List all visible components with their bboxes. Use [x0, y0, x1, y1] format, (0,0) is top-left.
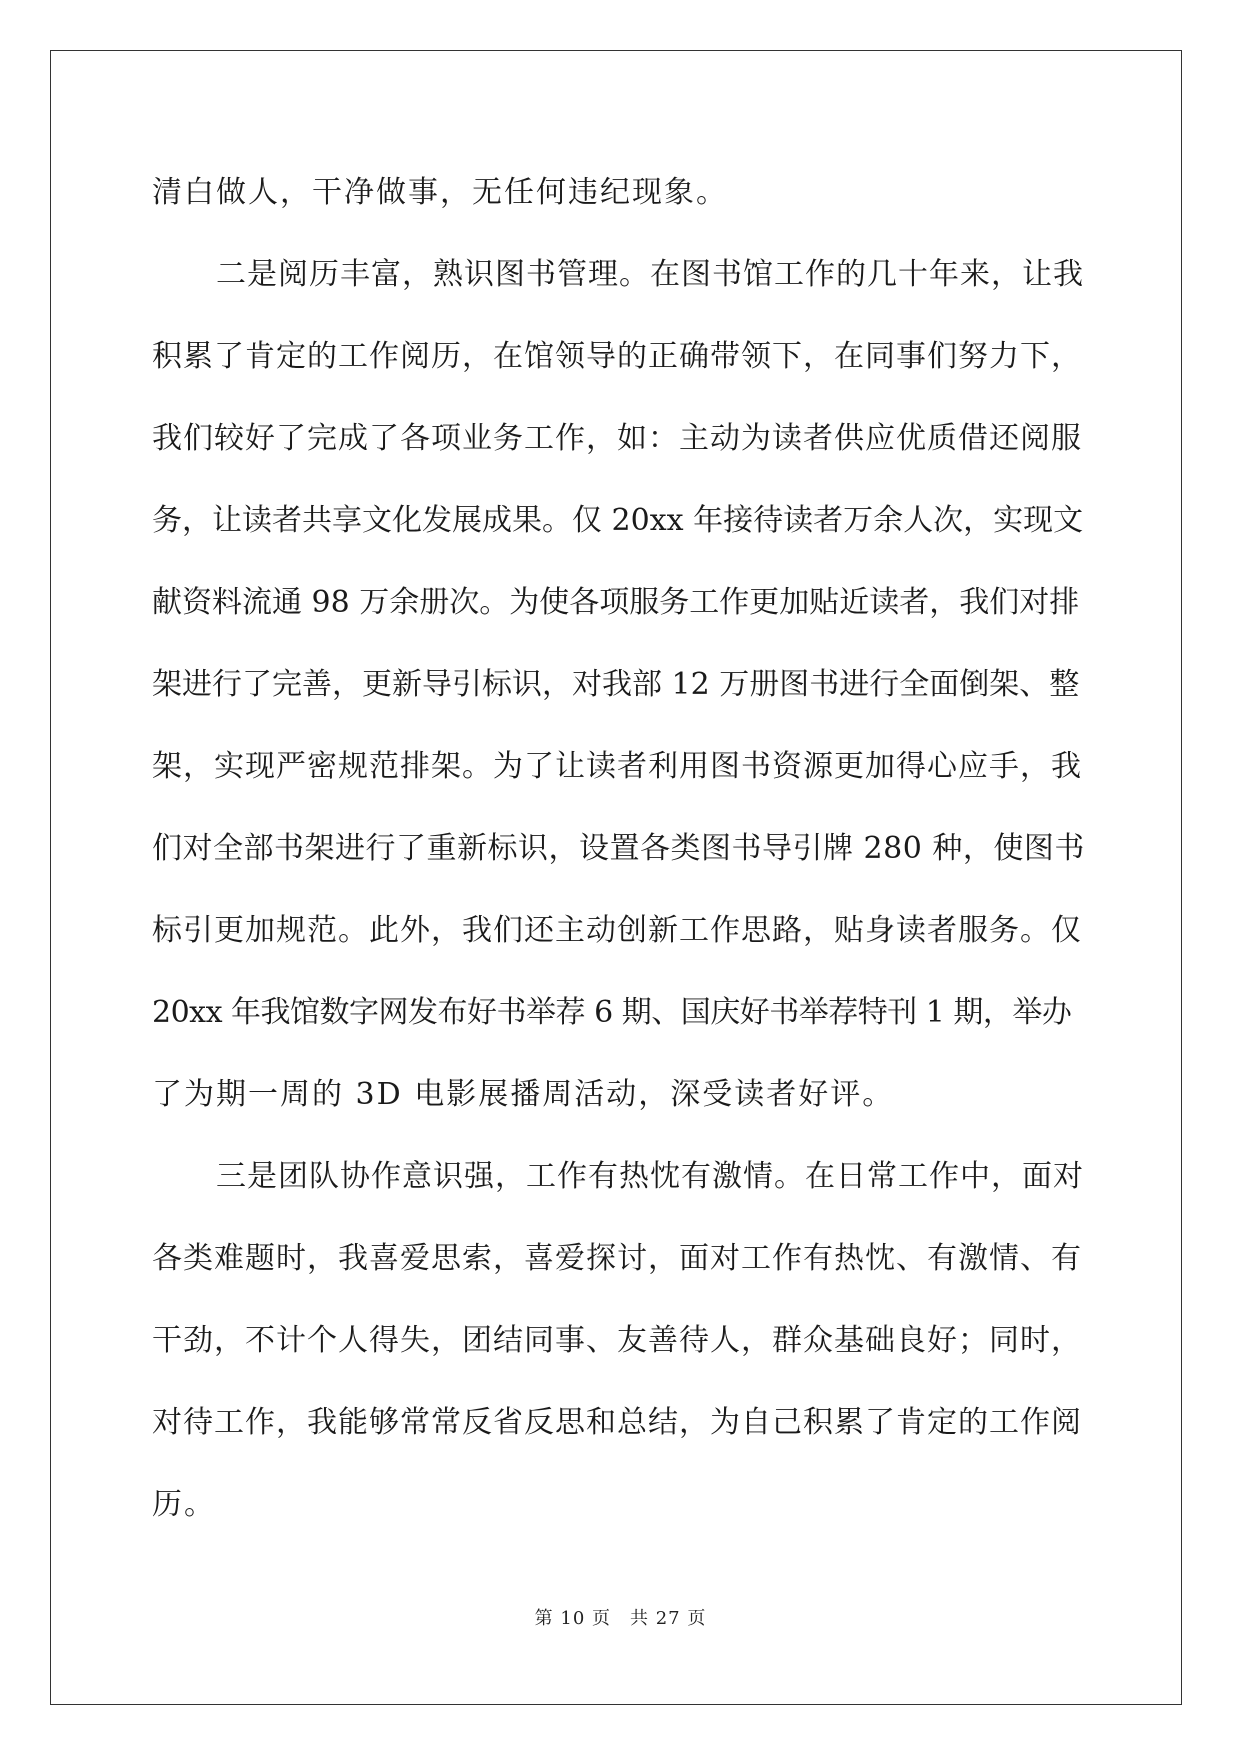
text-line: 了为期一周的 3D 电影展播周活动，深受读者好评。: [152, 1077, 895, 1112]
document-body: [152, 163, 1088, 1557]
text-line: 清白做人，干净做事，无任何违纪现象。: [152, 175, 728, 210]
text-line: 积累了肯定的工作阅历，在馆领导的正确带领下，在同事们努力下，: [152, 339, 1082, 374]
page-number-footer: 第 10 页 共 27 页: [534, 1608, 707, 1629]
text-line: 历。: [152, 1487, 216, 1522]
paragraph-start-line: 二是阅历丰富，熟识图书管理。在图书馆工作的几十年来，让我: [216, 257, 1084, 292]
text-line: 干劲，不计个人得失，团结同事、友善待人，群众基础良好；同时，: [152, 1323, 1082, 1358]
text-line: 我们较好了完成了各项业务工作，如：主动为读者供应优质借还阅服: [152, 421, 1082, 456]
text-line: 务，让读者共享文化发展成果。仅 20xx 年接待读者万余人次，实现文: [152, 503, 1084, 538]
text-line: 架进行了完善，更新导引标识，对我部 12 万册图书进行全面倒架、整: [152, 667, 1080, 702]
text-line: 架，实现严密规范排架。为了让读者利用图书资源更加得心应手，我: [152, 749, 1082, 784]
paragraph-start-line: 三是团队协作意识强，工作有热忱有激情。在日常工作中，面对: [216, 1159, 1084, 1194]
text-line: 20xx 年我馆数字网发布好书举荐 6 期、国庆好书举荐特刊 1 期，举办: [152, 995, 1072, 1030]
text-line: 各类难题时，我喜爱思索，喜爱探讨，面对工作有热忱、有激情、有: [152, 1241, 1082, 1276]
text-line: 对待工作，我能够常常反省反思和总结，为自己积累了肯定的工作阅: [152, 1405, 1082, 1440]
text-line: 们对全部书架进行了重新标识，设置各类图书导引牌 280 种，使图书: [152, 831, 1085, 866]
text-line: 献资料流通 98 万余册次。为使各项服务工作更加贴近读者，我们对排: [152, 585, 1080, 620]
text-line: 标引更加规范。此外，我们还主动创新工作思路，贴身读者服务。仅: [152, 913, 1082, 948]
